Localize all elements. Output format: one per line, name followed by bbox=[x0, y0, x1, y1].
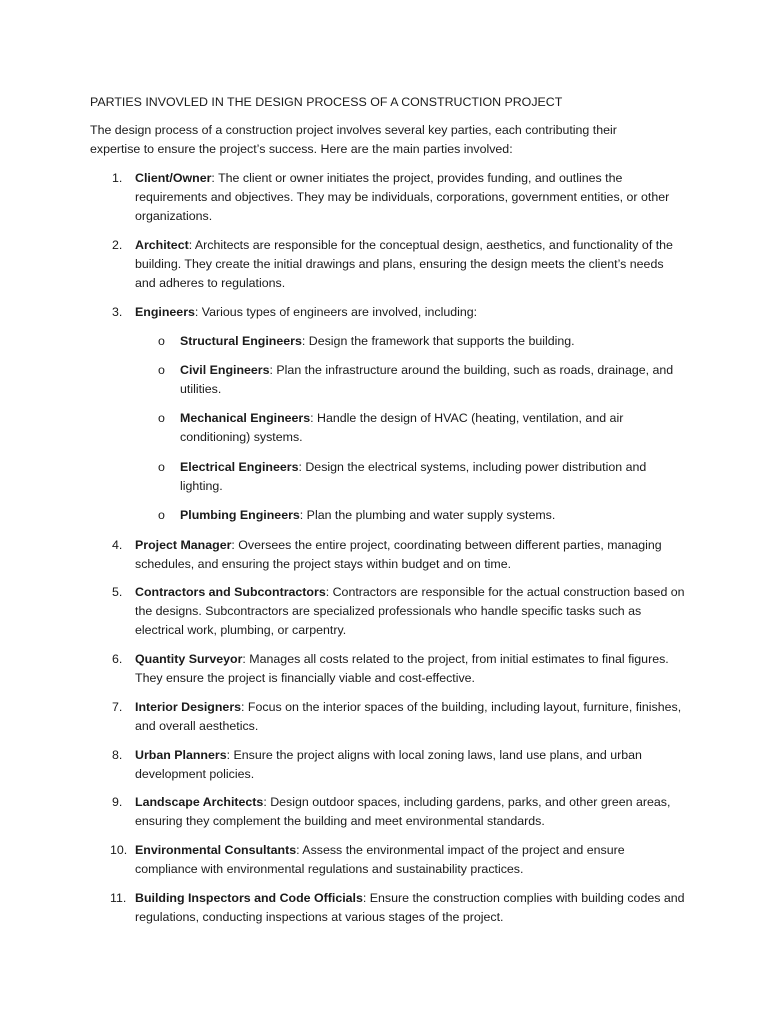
list-text bbox=[135, 583, 685, 640]
sub-list-term: Civil Engineers bbox=[180, 363, 270, 377]
intro-paragraph: The design process of a construction project involves several key parties, each contributing their expertise to ensure the project’s success. Here are the main parties involved: bbox=[90, 123, 617, 156]
list-term: Contractors and Subcontractors bbox=[135, 585, 326, 599]
list-text bbox=[135, 536, 685, 574]
list-description: : Contractors are responsible for the actual construction based on the designs. Subcontractors are specialized professionals who handle specific tasks such as electrical work, plumbing, or carpentry. bbox=[135, 585, 685, 637]
bullet-marker: o bbox=[158, 411, 165, 425]
list-description: : Assess the environmental impact of the project and ensure compliance with environmental regulations and sustainability practices. bbox=[135, 843, 625, 876]
list-description: : The client or owner initiates the project, provides funding, and outlines the requirements and objectives. They may be individuals, corporations, government entities, or other organizations. bbox=[135, 171, 670, 223]
list-number: 10. bbox=[110, 843, 128, 857]
sub-list-term: Structural Engineers bbox=[180, 334, 302, 348]
sub-list-description: : Plan the plumbing and water supply systems. bbox=[299, 508, 556, 522]
list-number: 7. bbox=[112, 700, 123, 714]
bullet-marker: o bbox=[158, 460, 165, 474]
list-term: Project Manager bbox=[135, 538, 232, 552]
sub-list-description: : Handle the design of HVAC (heating, ventilation, and air conditioning) systems. bbox=[180, 411, 624, 444]
list-text bbox=[135, 889, 685, 927]
sub-list-description: : Plan the infrastructure around the building, such as roads, drainage, and utilities. bbox=[180, 363, 674, 396]
list-text bbox=[135, 841, 685, 879]
list-text bbox=[135, 650, 685, 688]
sub-list-term: Plumbing Engineers bbox=[180, 508, 300, 522]
sub-list-text bbox=[180, 458, 685, 496]
list-description: : Architects are responsible for the conceptual design, aesthetics, and functionality of the building. They create the initial drawings and plans, ensuring the design meets the client’s needs and adheres to regulations. bbox=[135, 238, 673, 290]
list-number: 6. bbox=[112, 652, 123, 666]
list-number: 5. bbox=[112, 585, 123, 599]
document-title: PARTIES INVOVLED IN THE DESIGN PROCESS OF A CONSTRUCTION PROJECT bbox=[90, 95, 563, 109]
list-text bbox=[135, 236, 685, 293]
list-term: Client/Owner bbox=[135, 171, 212, 185]
list-text bbox=[135, 698, 685, 736]
list-number: 4. bbox=[112, 538, 123, 552]
list-term: Quantity Surveyor bbox=[135, 652, 243, 666]
list-term: Building Inspectors and Code Officials bbox=[135, 891, 363, 905]
list-number: 3. bbox=[112, 305, 123, 319]
list-number: 9. bbox=[112, 795, 123, 809]
list-number: 1. bbox=[112, 171, 123, 185]
sub-list-description: : Design the electrical systems, including power distribution and lighting. bbox=[180, 460, 647, 493]
list-number: 11. bbox=[110, 891, 127, 905]
list-description: : Manages all costs related to the project, from initial estimates to final figures. They ensure the project is financially viable and cost-effective. bbox=[135, 652, 669, 685]
bullet-marker: o bbox=[158, 508, 165, 522]
sub-list-term: Mechanical Engineers bbox=[180, 411, 311, 425]
list-description: : Design outdoor spaces, including gardens, parks, and other green areas, ensuring they complement the building and meet environmental standards. bbox=[135, 795, 671, 828]
sub-list-text bbox=[180, 361, 685, 399]
sub-list-description: : Design the framework that supports the building. bbox=[301, 334, 575, 348]
list-text bbox=[135, 793, 685, 831]
list-term: Engineers bbox=[135, 305, 195, 319]
sub-list-term: Electrical Engineers bbox=[180, 460, 299, 474]
bullet-marker: o bbox=[158, 334, 165, 348]
list-description: : Oversees the entire project, coordinating between different parties, managing schedules, and ensuring the project stays within budget and on time. bbox=[135, 538, 662, 571]
bullet-marker: o bbox=[158, 363, 165, 377]
list-term: Environmental Consultants bbox=[135, 843, 297, 857]
list-description: : Ensure the project aligns with local zoning laws, land use plans, and urban development policies. bbox=[135, 748, 642, 781]
list-number: 8. bbox=[112, 748, 123, 762]
list-term: Landscape Architects bbox=[135, 795, 264, 809]
list-text bbox=[135, 169, 685, 226]
list-description: : Various types of engineers are involved, including: bbox=[194, 305, 478, 319]
sub-list-text bbox=[180, 409, 685, 447]
list-description: : Ensure the construction complies with building codes and regulations, conducting inspections at various stages of the project. bbox=[135, 891, 685, 924]
sub-list-text bbox=[180, 332, 685, 351]
list-text bbox=[135, 303, 685, 322]
sub-list-text bbox=[180, 506, 685, 525]
list-term: Interior Designers bbox=[135, 700, 242, 714]
list-text bbox=[135, 746, 685, 784]
list-term: Architect bbox=[135, 238, 189, 252]
list-number: 2. bbox=[112, 238, 123, 252]
list-term: Urban Planners bbox=[135, 748, 227, 762]
list-description: : Focus on the interior spaces of the building, including layout, furniture, finishes, and overall aesthetics. bbox=[135, 700, 682, 733]
